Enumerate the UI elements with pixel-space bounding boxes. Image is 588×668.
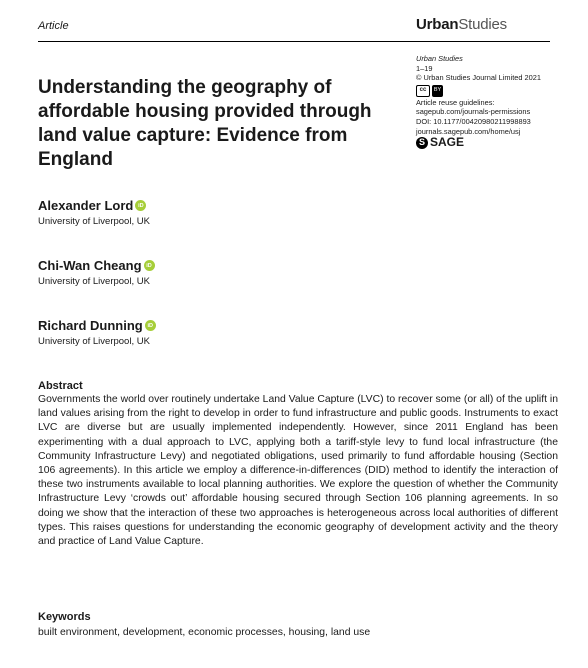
keywords-heading: Keywords	[38, 611, 91, 623]
author-block	[38, 258, 155, 287]
journal-logo-bold: Urban	[416, 16, 459, 33]
paper-title: Understanding the geography of affordable housing provided through land value capture: Evidence from England	[38, 77, 372, 170]
publisher-name: SAGE	[430, 135, 465, 150]
author-name[interactable]: Chi-Wan Cheang	[38, 258, 142, 273]
meta-journal-link[interactable]: journals.sagepub.com/home/usj	[416, 126, 521, 136]
meta-reuse: Article reuse guidelines:	[416, 97, 495, 107]
orcid-icon[interactable]: iD	[135, 200, 146, 211]
journal-logo	[416, 16, 507, 33]
meta-doi[interactable]: DOI: 10.1177/00420980211998893	[416, 116, 531, 126]
meta-reuse-link[interactable]: sagepub.com/journals-permissions	[416, 107, 531, 117]
publisher-logo	[416, 137, 541, 149]
abstract-text: Governments the world over routinely undertake Land Value Capture (LVC) to recover some (or all) of the uplift in land values arising from the right to develop in order to fund infrastructure and public goods. Instruments to exact LVC are diverse but are usually implemented independently. However, since 2011 England has been experimenting with a dual approach to LVC, applying both a tariff-style levy to fund local infrastructure (the Community Infrastructure Levy) and negotiated obligations, used primarily to fund affordable housing (Section 106 agreements). In this article we employ a difference-in-differences (DID) method to identify the interaction of these two instruments available to local planning authorities. We explore the question of whether the Community Infrastructure Levy ‘crowds out’ affordable housing secured through Section 106 planning agreements. In so doing we show that the interaction of these two approaches is heterogeneous across local authorities of different types. This raises questions for understanding the economic geography of development activity and the theory and practice of Land Value Capture.	[38, 394, 558, 548]
meta-copyright: © Urban Studies Journal Limited 2021	[416, 73, 541, 83]
orcid-icon[interactable]: iD	[145, 320, 156, 331]
header-rule	[38, 41, 550, 42]
author-name[interactable]: Alexander Lord	[38, 198, 134, 213]
abstract-heading: Abstract	[38, 380, 83, 392]
author-affiliation: University of Liverpool, UK	[38, 216, 150, 227]
cc-icon: cc	[416, 85, 430, 97]
cc-license-badge[interactable]	[416, 85, 443, 97]
journal-logo-light: Studies	[458, 16, 507, 33]
publication-meta	[416, 54, 541, 149]
orcid-icon[interactable]: iD	[144, 260, 155, 271]
sage-icon: S	[416, 137, 428, 149]
author-affiliation: University of Liverpool, UK	[38, 336, 150, 347]
author-affiliation: University of Liverpool, UK	[38, 276, 150, 287]
by-icon: BY	[432, 85, 443, 97]
article-type-label: Article	[38, 20, 69, 32]
keywords-text: built environment, development, economic processes, housing, land use	[38, 627, 371, 638]
author-name[interactable]: Richard Dunning	[38, 318, 143, 333]
author-block	[38, 318, 156, 347]
meta-pages: 1–19	[416, 63, 433, 73]
meta-journal: Urban Studies	[416, 54, 463, 63]
author-block	[38, 198, 150, 227]
